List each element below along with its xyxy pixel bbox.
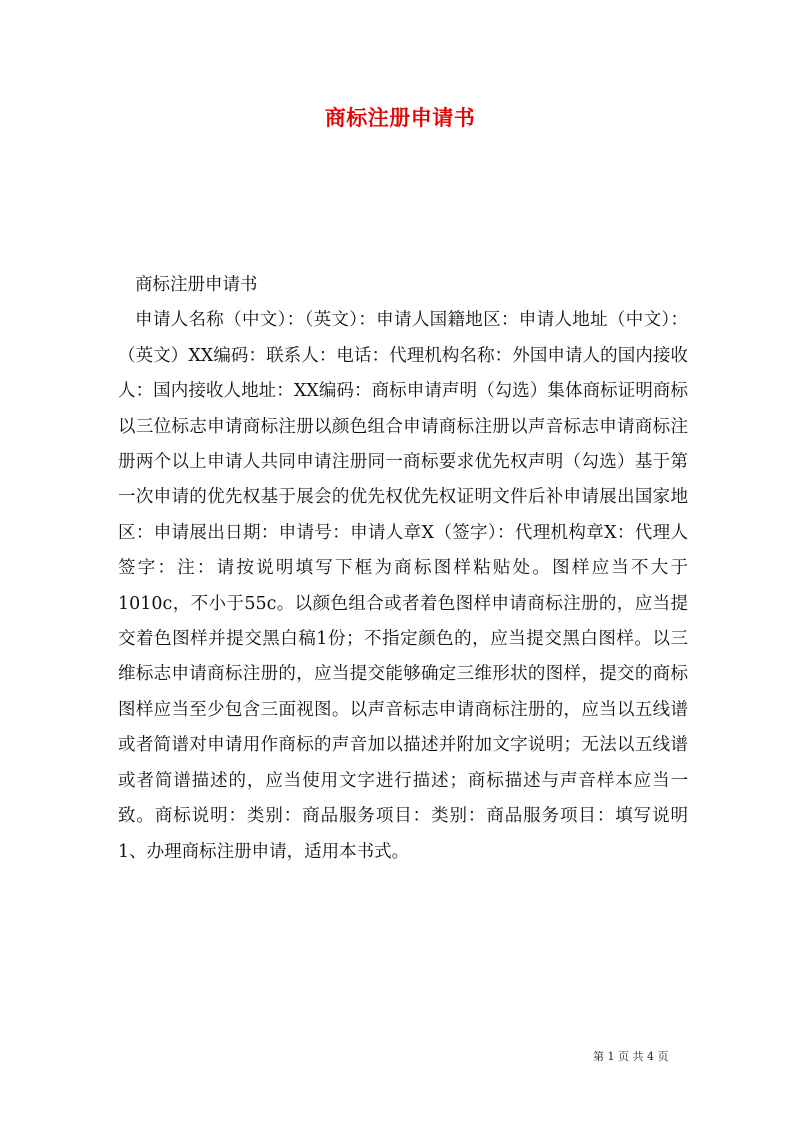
- document-title: 商标注册申请书: [324, 105, 476, 130]
- page-number: 第 1 页 共 4 页: [593, 1050, 669, 1063]
- body-subtitle: 商标注册申请书: [135, 275, 258, 295]
- document-body: [118, 268, 688, 870]
- body-paragraph: 申请人名称（中文）：（英文）：申请人国籍地区：申请人地址（中文）：（英文）XX编码：联系人：电话：代理机构名称：外国申请人的国内接收人：国内接收人地址：XX编码：商标申请声明（勾选）集体商标证明商标以三位标志申请商标注册以颜色组合申请商标注册以声音标志申请商标注册两个以上申请人共同申请注册同一商标要求优先权声明（勾选）基于第一次申请的优先权基于展会的优先权优先权证明文件后补申请展出国家地区：申请展出日期：申请号：申请人章X（签字）：代理机构章X：代理人签字：注：请按说明填写下框为商标图样粘贴处。图样应当不大于1010c，不小于55c。以颜色组合或者着色图样申请商标注册的，应当提交着色图样并提交黑白稿1份；不指定颜色的，应当提交黑白图样。以三维标志申请商标注册的，应当提交能够确定三维形状的图样，提交的商标图样应当至少包含三面视图。以声音标志申请商标注册的，应当以五线谱或者简谱对申请用作商标的声音加以描述并附加文字说明；无法以五线谱或者简谱描述的，应当使用文字进行描述；商标描述与声音样本应当一致。商标说明：类别：商品服务项目：类别：商品服务项目：填写说明1、办理商标注册申请，适用本书式。: [118, 310, 688, 862]
